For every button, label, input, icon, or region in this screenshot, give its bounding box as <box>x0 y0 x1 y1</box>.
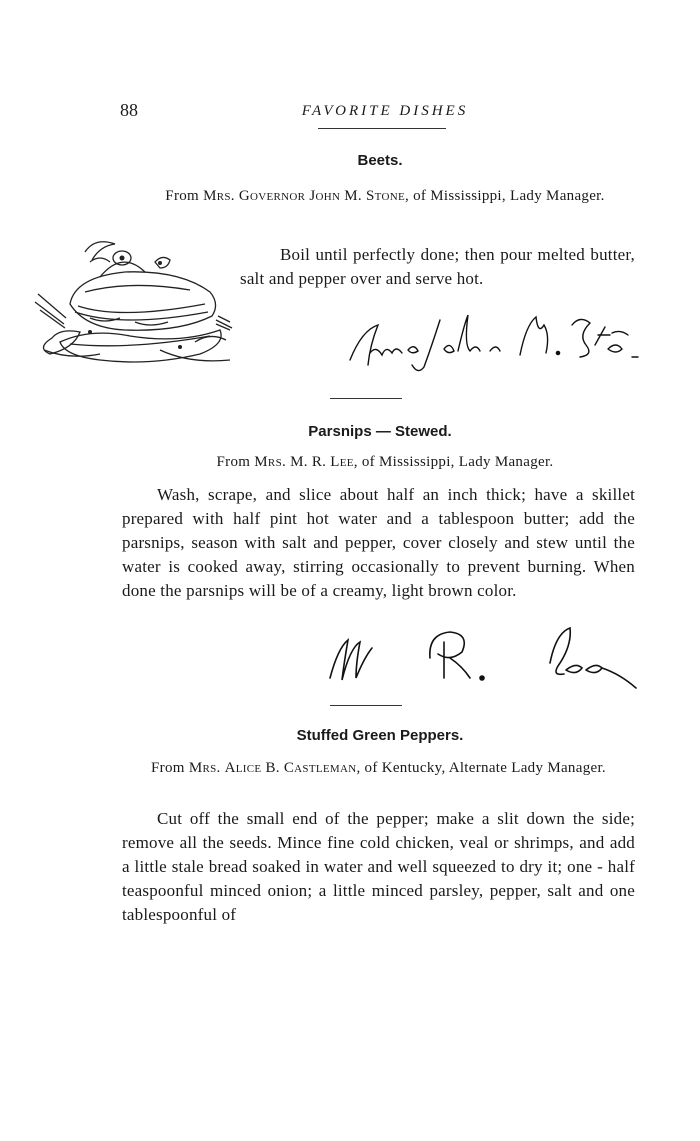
attribution-prefix: From <box>165 188 200 204</box>
recipe-title-parsnips: Parsnips — Stewed. <box>308 423 452 440</box>
attribution-honorific: Mrs. Governor <box>203 188 306 204</box>
recipe-body-beets: Boil until perfectly done; then pour melted butter, salt and pepper over and serve hot. <box>240 245 635 288</box>
attribution-honorific: Mrs. <box>254 454 287 470</box>
signature-lee <box>320 618 640 693</box>
attribution-suffix: , of Mississippi, Lady Manager. <box>404 188 605 204</box>
recipe-title-stuffed-peppers: Stuffed Green Peppers. <box>296 727 464 744</box>
attribution-name: M. R. Lee <box>290 454 354 470</box>
section-divider-2 <box>330 705 402 706</box>
attribution-prefix: From <box>216 454 251 470</box>
recipe-attribution-stuffed-peppers <box>122 758 635 779</box>
recipe-body-stuffed-peppers: Cut off the small end of the pepper; make a slit down the side; remove all the seeds. Mince fine cold chicken, veal or shrimps, and add a little stale bread soaked in water and well squeezed to dry it; one - half teaspoonful minced onion; a little minced parsley, pepper, salt and one tablespoonful of <box>122 809 635 924</box>
covered-tureen-icon <box>30 232 235 380</box>
attribution-suffix: , of Kentucky, Alternate Lady Manager. <box>356 760 606 776</box>
attribution-name: Alice B. Castleman <box>224 760 357 776</box>
section-divider-1 <box>330 398 402 399</box>
attribution-suffix: , of Mississippi, Lady Manager. <box>353 454 554 470</box>
page-number: 88 <box>120 100 138 120</box>
recipe-attribution-beets <box>135 186 635 207</box>
running-title: FAVORITE DISHES <box>301 103 469 119</box>
recipe-title-beets: Beets. <box>357 152 403 169</box>
attribution-honorific: Mrs. <box>188 760 221 776</box>
recipe-attribution-parsnips <box>135 452 635 473</box>
attribution-name: John M. Stone <box>309 188 405 204</box>
signature-stone <box>340 305 640 375</box>
attribution-prefix: From <box>151 760 185 776</box>
recipe-body-parsnips: Wash, scrape, and slice about half an inch thick; have a skillet prepared with half pint hot water and a tablespoon butter; add the parsnips, season with salt and pepper, cover closely and stew until the water is cooked away, stirring occasionally to prevent burning. When done the parsnips will be of a creamy, light brown color. <box>122 485 635 600</box>
header-rule <box>318 128 446 129</box>
